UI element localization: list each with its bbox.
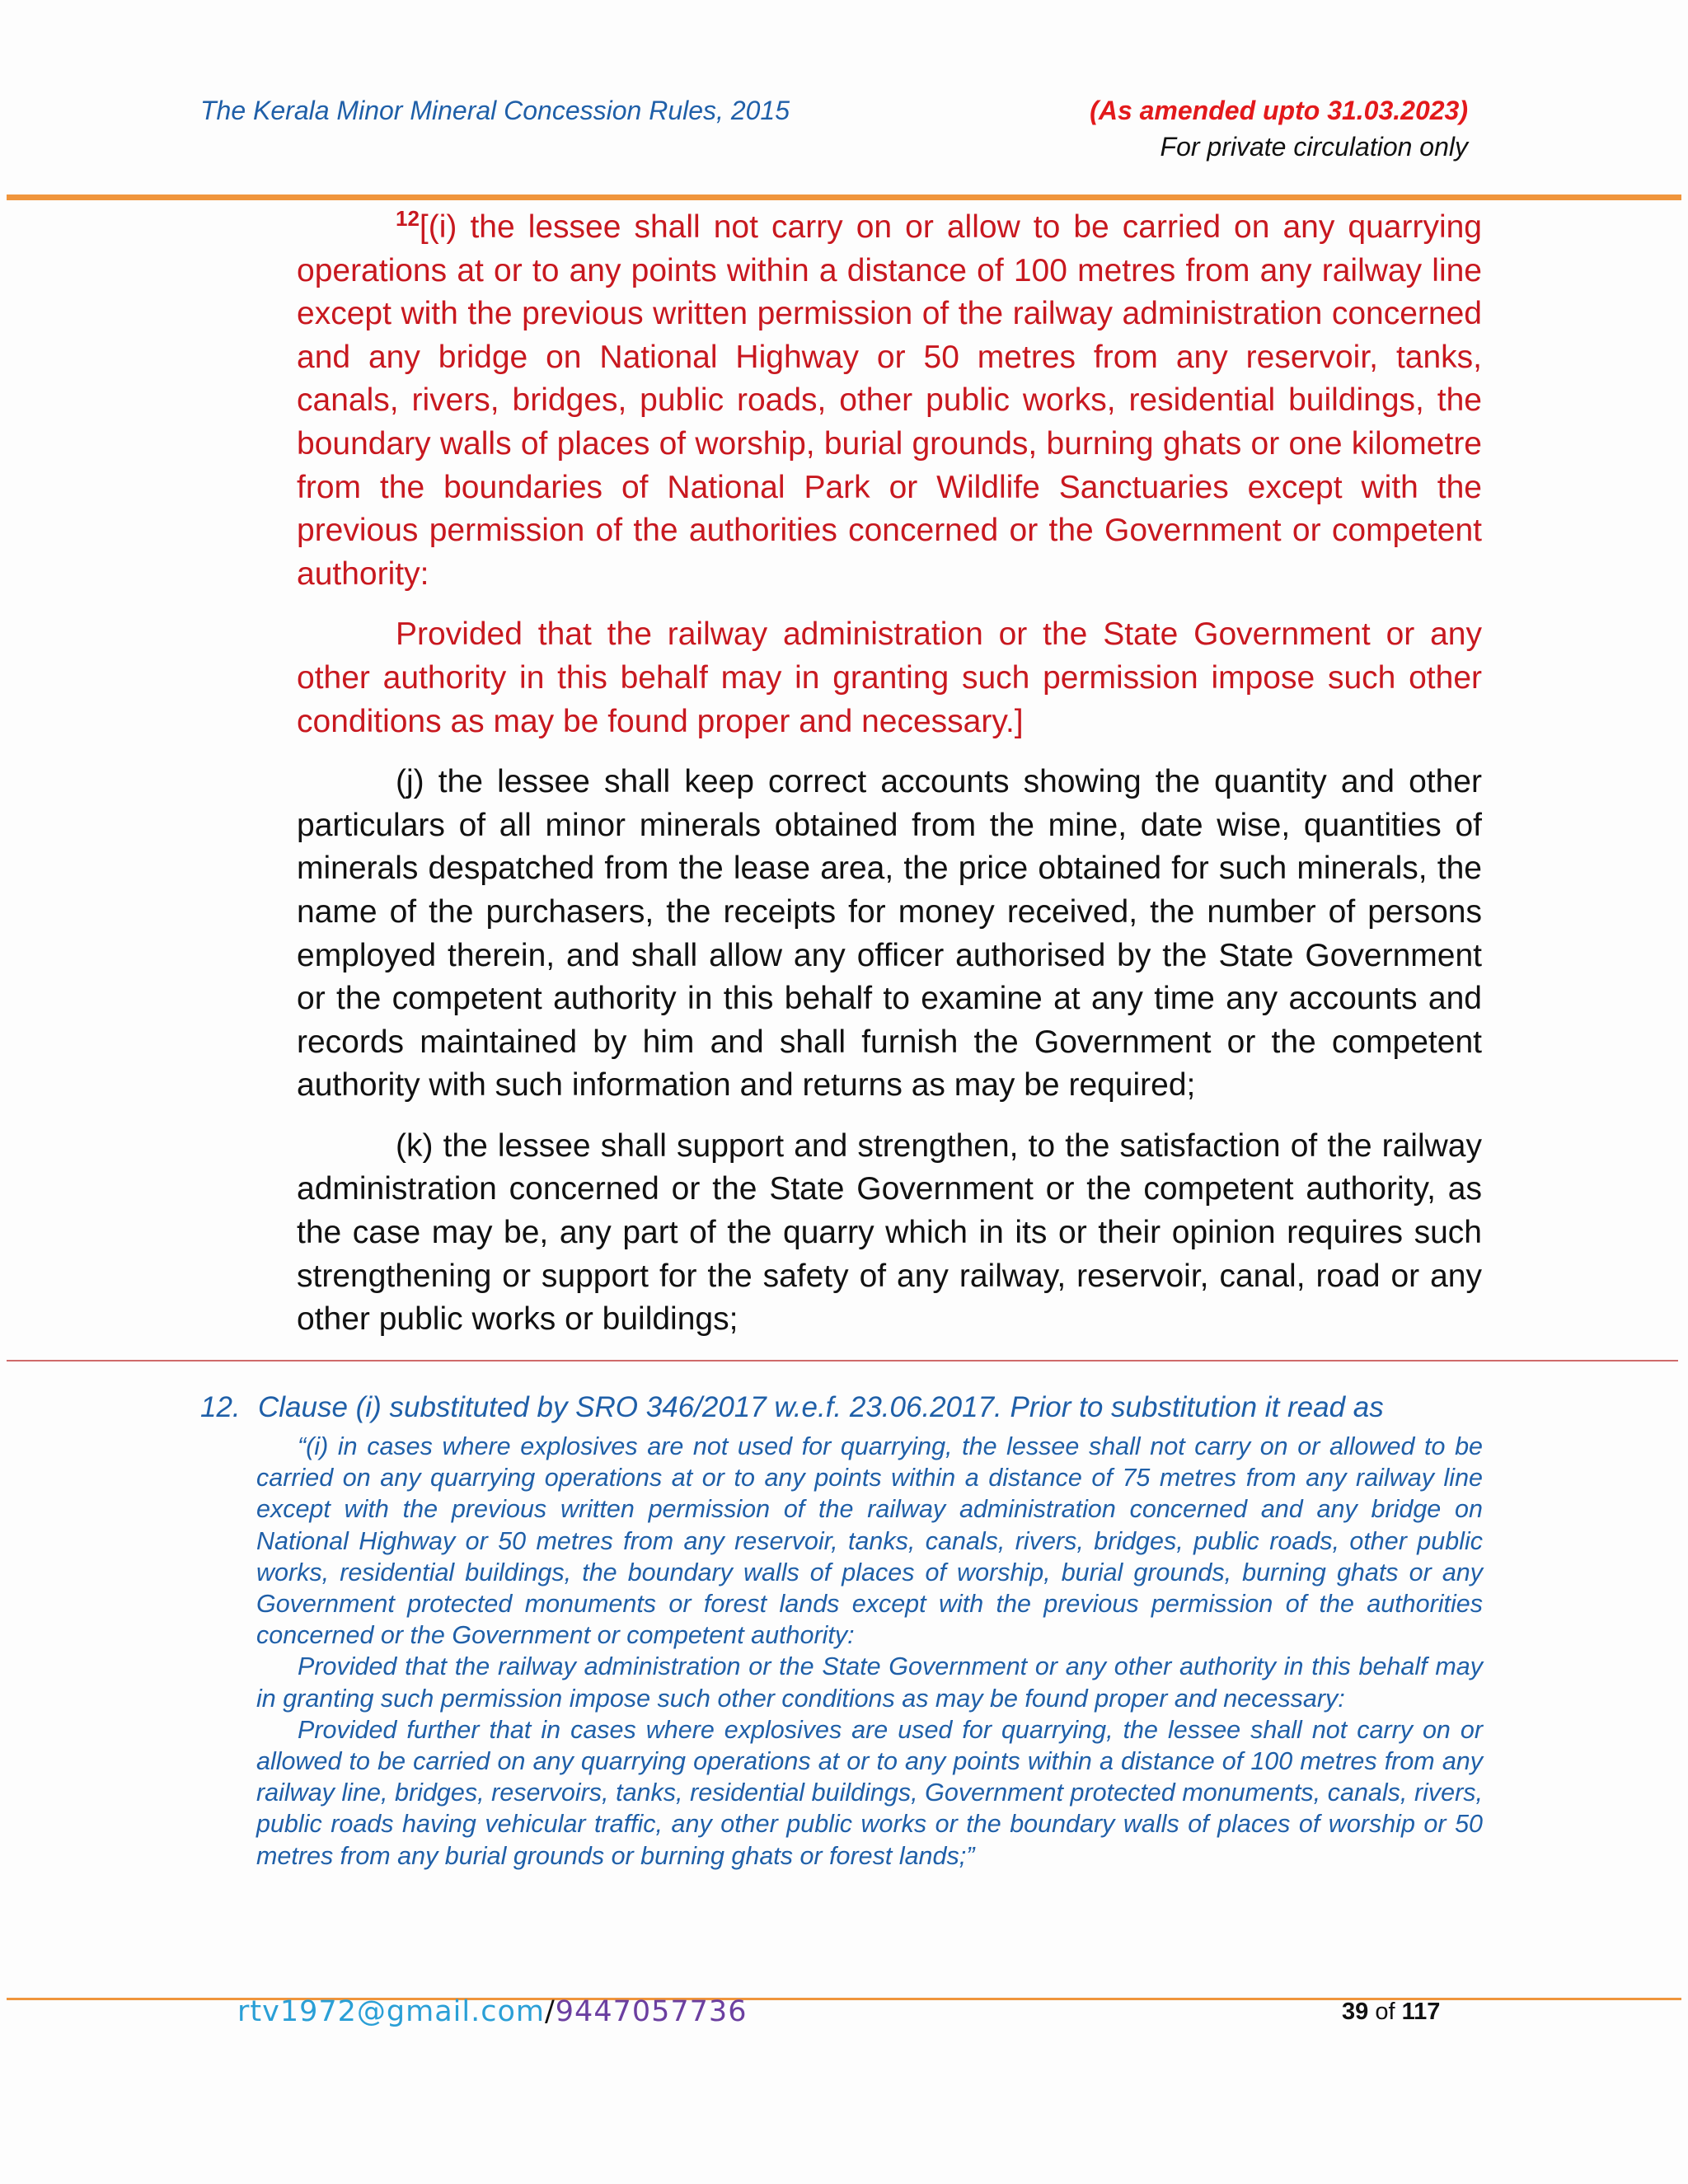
email-link[interactable]: rtv1972@gmail.com <box>237 1995 545 2028</box>
footnote-ref[interactable]: 12 <box>396 206 420 231</box>
amendment-note: (As amended upto 31.03.2023) <box>1090 96 1468 125</box>
page-total: 117 <box>1401 1999 1441 2025</box>
footnote-heading <box>200 1390 1486 1426</box>
phone-number: 9447057736 <box>555 1995 748 2028</box>
footnote-para: Provided that the railway administration or the State Government or any other authority in this behalf may in granting such permission impose such other conditions as may be found proper and necessary: <box>256 1652 1483 1713</box>
footnote-divider <box>7 1360 1678 1361</box>
main-text <box>297 206 1482 1359</box>
footnote-number: 12. <box>200 1391 241 1423</box>
footnote-para: Provided further that in cases where explosives are used for quarrying, the lessee shall not carry on or allowed to be carried on any quarrying operations at or to any points within a distance of 100 metres from any railway line, bridges, reservoirs, tanks, residential buildings, Government protected monuments, canals, rivers, public roads having vehicular traffic, any other public works or the boundary walls of places of worship or 50 metres from any burial grounds or burning ghats or forest lands;” <box>256 1715 1483 1870</box>
footnote-para: “(i) in cases where explosives are not used for quarrying, the lessee shall not carry on or allowed to be carried on any quarrying operations at or to any points within a distance of 75 metres from any railway line except with the previous written permission of the railway administration concerned and any bridge on National Highway or 50 metres from any reservoir, tanks, canals, rivers, bridges, public roads, other public works, residential buildings, the boundary walls of places of worship, burial grounds, burning ghats or any Government protected monuments or forest lands except with the previous permission of the authorities concerned or the Government or competent authority: <box>256 1432 1483 1650</box>
circulation-note: For private circulation only <box>1160 132 1468 162</box>
page-of: of <box>1375 1999 1395 2025</box>
footnote-body <box>256 1431 1483 1872</box>
page-current: 39 <box>1342 1999 1369 2025</box>
footer-contact <box>237 1995 747 2028</box>
clause-i-proviso: Provided that the railway administration or the State Government or any other authority in this behalf may in granting such permission impose such other conditions as may be found proper and necessary.] <box>297 616 1482 739</box>
page-number <box>1342 1999 1440 2026</box>
footnote-heading-text: Clause (i) substituted by SRO 346/2017 w.e.f. 23.06.2017. Prior to substitution it read as <box>258 1391 1384 1423</box>
clause-i-text: [(i) the lessee shall not carry on or allow to be carried on any quarrying operations at or to any points within a distance of 100 metres from any railway line except with the previous written permission of the railway administration concerned and any bridge on National Highway or 50 metres from any reservoir, tanks, canals, rivers, bridges, public roads, other public works, residential buildings, the boundary walls of places of worship, burial grounds, burning ghats or one kilometre from the boundaries of National Park or Wildlife Sanctuaries except with the previous permission of the authorities concerned or the Government or competent authority: <box>297 209 1482 592</box>
clause-j: (j) the lessee shall keep correct accounts showing the quantity and other particulars of all minor minerals obtained from the mine, date wise, quantities of minerals despatched from the lease area, the price obtained for such minerals, the name of the purchasers, the receipts for money received, the number of persons employed therein, and shall allow any officer authorised by the State Government or the competent authority in this behalf to examine at any time any accounts and records maintained by him and shall furnish the Government or the competent authority with such information and returns as may be required; <box>297 764 1482 1104</box>
clause-i <box>297 206 1482 596</box>
document-title: The Kerala Minor Mineral Concession Rules, 2015 <box>200 96 790 125</box>
contact-separator: / <box>544 1995 556 2028</box>
clause-k: (k) the lessee shall support and strengthen, to the satisfaction of the railway administration concerned or the State Government or the competent authority, as the case may be, any part of the quarry which in its or their opinion requires such strengthening or support for the safety of any railway, reservoir, canal, road or any other public works or buildings; <box>297 1127 1482 1338</box>
header-divider <box>7 194 1681 200</box>
